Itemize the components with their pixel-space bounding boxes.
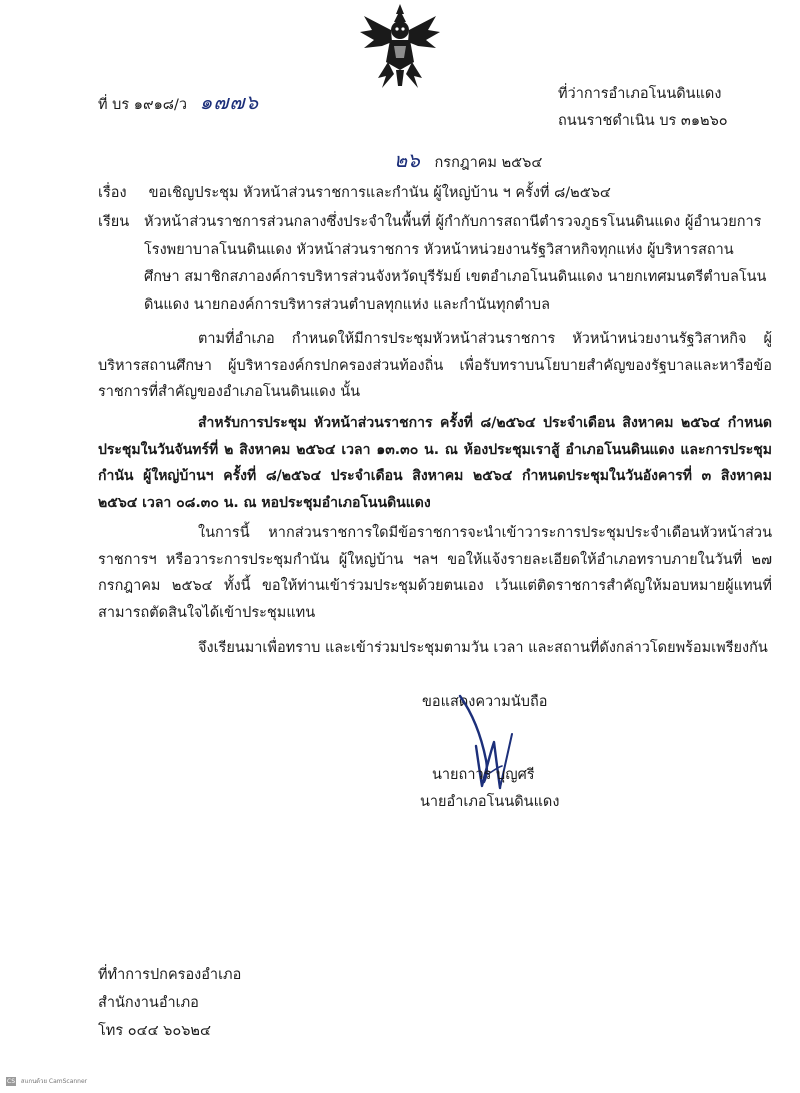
office-address bbox=[558, 81, 728, 135]
footer-contact bbox=[98, 961, 241, 1045]
scanner-watermark bbox=[6, 1076, 87, 1086]
signer-title: นายอำเภอโนนดินแดง bbox=[420, 794, 560, 810]
addressee-text: หัวหน้าส่วนราชการส่วนกลางซึ่งประจำในพื้นที่ ผู้กำกับการสถานีตำรวจภูธรโนนดินแดง ผู้อำนวยการ โรงพยาบาลโนนดินแดง หัวหน้าส่วนราชการ หัวหน้าหน่วยงานรัฐวิสาหกิจทุกแห่ง ผู้บริหารสถานศึกษา สมาชิกสภาองค์การบริหารส่วนจังหวัดบุรีรัมย์ เขตอำเภอโนนดินแดง นายกเทศมนตรีตำบลโนนดินแดง นายกองค์การบริหารส่วนตำบลทุกแห่ง และกำนันทุกตำบล bbox=[144, 214, 767, 313]
subject-text: ขอเชิญประชุม หัวหน้าส่วนราชการและกำนัน ผู้ใหญ่บ้าน ฯ ครั้งที่ ๘/๒๕๖๔ bbox=[148, 185, 611, 201]
body-paragraph-3: ในการนี้ หากส่วนราชการใดมีข้อราชการจะนำเข้าวาระการประชุมประจำเดือนหัวหน้าส่วนราชการฯ หรือวาระการประชุมกำนัน ผู้ใหญ่บ้าน ฯลฯ ขอให้แจ้งรายละเอียดให้อำเภอทราบภายในวันที่ ๒๗ กรกฎาคม ๒๕๖๔ ทั้งนี้ ขอให้ท่านเข้าร่วมประชุมด้วยตนเอง เว้นแต่ติดราชการสำคัญให้มอบหมายผู้แทนที่สามารถตัดสินใจได้เข้าประชุมแทน bbox=[98, 525, 772, 621]
signer-name: นายถาวร บุญศรี bbox=[432, 767, 535, 783]
office-name: ที่ว่าการอำเภอโนนดินแดง bbox=[558, 86, 722, 102]
handwritten-reference-number: ๑๗๗๖ bbox=[199, 90, 260, 114]
date-month-year: กรกฎาคม ๒๕๖๔ bbox=[434, 155, 543, 171]
closing-text: ขอแสดงความนับถือ bbox=[422, 694, 548, 710]
subject-line bbox=[98, 181, 611, 204]
footer-department: ที่ทำการปกครองอำเภอ bbox=[98, 967, 242, 983]
handwritten-date-day: ๒๖ bbox=[394, 148, 420, 172]
body-paragraph-1: ตามที่อำเภอ กำหนดให้มีการประชุมหัวหน้าส่วนราชการ หัวหน้าหน่วยงานรัฐวิสาหกิจ ผู้บริหารสถานศึกษา ผู้บริหารองค์กรปกครองส่วนท้องถิ่น เพื่อรับทราบนโยบายสำคัญของรัฐบาลและหารือข้อราชการที่สำคัญของอำเภอโนนดินแดง นั้น bbox=[98, 331, 772, 400]
reference-label: ที่ บร ๑๙๑๘/ว bbox=[98, 97, 188, 113]
garuda-emblem-icon bbox=[358, 0, 442, 92]
letter-date bbox=[394, 144, 542, 176]
footer-office: สำนักงานอำเภอ bbox=[98, 995, 199, 1011]
body-paragraph-2: สำหรับการประชุม หัวหน้าส่วนราชการ ครั้งที่ ๘/๒๕๖๔ ประจำเดือน สิงหาคม ๒๕๖๔ กำหนดประชุมในวันจันทร์ที่ ๒ สิงหาคม ๒๕๖๔ เวลา ๑๓.๓๐ น. ณ ห้องประชุมเราสู้ อำเภอโนนดินแดง และการประชุมกำนัน ผู้ใหญ่บ้านฯ ครั้งที่ ๘/๒๕๖๔ ประจำเดือน สิงหาคม ๒๕๖๔ กำหนดประชุมในวันอังคารที่ ๓ สิงหาคม ๒๕๖๔ เวลา ๐๘.๓๐ น. ณ หอประชุมอำเภอโนนดินแดง bbox=[98, 415, 772, 511]
scanner-text: สแกนด้วย CamScanner bbox=[20, 1078, 88, 1085]
reference-number bbox=[98, 86, 259, 118]
office-street: ถนนราชดำเนิน บร ๓๑๒๖๐ bbox=[558, 113, 728, 129]
scanner-logo-icon: CS bbox=[7, 1078, 15, 1085]
footer-phone: โทร ๐๔๔ ๖๐๖๒๔ bbox=[98, 1023, 211, 1039]
subject-label: เรื่อง bbox=[98, 185, 127, 201]
addressee bbox=[98, 209, 768, 319]
addressee-label: เรียน bbox=[98, 214, 130, 230]
body-paragraph-4: จึงเรียนมาเพื่อทราบ และเข้าร่วมประชุมตามวัน เวลา และสถานที่ดังกล่าวโดยพร้อมเพรียงกัน bbox=[198, 640, 768, 656]
